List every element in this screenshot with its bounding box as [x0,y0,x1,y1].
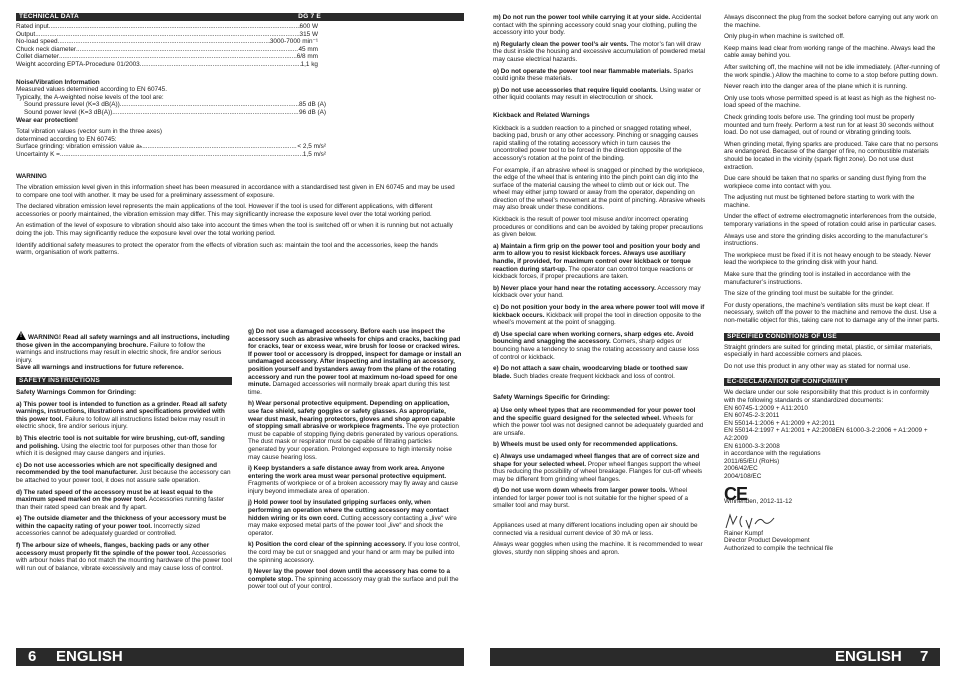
general-item: After switching off, the machine will not be idle immediately. (After-running of the work spindle.) Allow the machine to come to a stop before putting down. [724,63,940,79]
signer-title: Director Product Development [724,537,810,545]
safety-list-m-p [493,14,706,102]
warning-paragraph: An estimation of the level of exposure to vibration should also take into account the times when the tool is switched off or when it is running but not actually doing the job. This may significantly reduce the exposure level over the total working period. [16,222,453,238]
kickback-item [493,331,706,361]
safety-item [16,401,232,431]
signature [724,512,940,530]
safety-item-bold: c) Do not use accessories which are not specifically designed and recommended by the tool manufacturer. [16,461,218,477]
vibration-text: determined according to EN 60745: [16,135,117,143]
safety-item-text: Accidental contact with the spinning accessory could snag your clothing, pulling the accessory into your body. [493,14,702,37]
safety-common-title: Safety Warnings Common for Grinding: [16,388,137,396]
read-all-warning [16,331,232,372]
general-item: For dusty operations, the machine’s ventilation slits must be kept clear. If necessary, switch off the power to the machine and remove the dust. Use a non-metallic object for this, taking care not to damage any of the inner parts. [724,301,940,324]
spec-value: 3000-7000 min⁻¹ [269,38,318,46]
spec-label: Collet diameter [16,53,59,61]
goggles-note: Always wear goggles when using the machine. It is recommended to wear gloves, sturdy non slipping shoes and apron. [493,541,703,556]
safety-item-bold: k) Position the cord clear of the spinning accessory. [248,541,407,549]
spec-row [16,61,318,69]
general-item: Only use tools whose permitted speed is at least as high as the highest no-load speed of the machine. [724,94,937,110]
ec-line: 2006/42/EC [724,465,758,473]
safety-item-text: Accessories running faster than their rated speed can break and fly apart. [16,496,225,511]
sound-power-value: 96 dB (A) [299,108,326,116]
vibration-surface-row [16,143,326,151]
specific-grinding-title: Safety Warnings Specific for Grinding: [493,394,610,402]
safety-item-text: Using the electric tool for purposes other than those for which it is designed may cause dangers and injuries. [16,442,217,458]
ec-line: EN 55014-2:1997 + A1:2001 + A2:2008EN 61000-3-2:2006 + A1:2009 + A2:2009 [724,427,928,442]
read-all-bold: WARNING! Read all safety warnings and all instructions, including those given in the accompanying brochure. [16,334,230,349]
safety-item-text: Failure to follow all instructions listed below may result in electric shock, fire and/or serious injury. [16,415,226,431]
spec-value: 600 W [299,23,318,30]
specs-table [16,23,318,69]
noise-vibration-section [16,79,326,159]
safety-item-text: Sparks could ignite these materials. [493,67,694,83]
specific-item [493,487,706,510]
spec-row [16,53,318,61]
specific-item-text: Wheels for which the power tool was not designed cannot be adequately guarded and are unsafe. [493,414,704,437]
safety-item-bold: l) Never lay the power tool down until the accessory has come to a complete stop. [248,568,451,583]
place-date: Winnenden, 2012-11-12 [724,498,793,506]
safety-item-text: If you lose control, the cord may be cut or snagged and your hand or arm may be pulled into the spinning accessory. [248,541,460,564]
noise-title: Noise/Vibration Information [16,78,100,86]
safety-item [248,568,462,591]
general-safety-list [724,14,940,325]
sound-pressure-row [16,101,326,109]
safety-item-bold: i) Keep bystanders a safe distance away from work area. Anyone entering the work area must wear personal protective equipment. [248,465,447,480]
general-item: Due care should be taken that no sparks or sanding dust flying from the workpiece come into contact with you. [724,175,927,190]
rcd-note: Appliances used at many different locations including open air should be connected via a residual current device of 30 mA or less. [493,522,698,537]
kickback-list [493,243,706,381]
spec-value: 6/8 mm [296,53,318,61]
safety-item [248,400,462,461]
specific-item-bold: d) Do not use worn down wheels from larger power tools. [493,487,668,495]
spec-label: Output [16,30,36,38]
general-item: Under the effect of extreme electromagnetic interferences from the outside, temporary variations in the speed of rotation could arise in particular cases. [724,213,937,229]
left-footer [16,648,464,666]
middle-column-safety [248,328,462,595]
page-number-right: 7 [920,648,929,665]
safety-instructions-header: SAFETY INSTRUCTIONS [16,377,232,385]
kickback-paragraph: Kickback is a sudden reaction to a pinched or snagged rotating wheel, backing pad, brush or any other accessory. Pinching or snagging causes rapid stalling of the rotating accessory which in turn causes the uncontrolled power tool to be forced in the direction opposite of the accessory’s rotation at the point of the binding. [493,124,699,162]
spec-value: 315 W [299,30,318,38]
sound-power-row [16,109,326,117]
safety-item-text: Damaged accessories will normally break apart during this test time. [248,381,450,396]
signer-authorization: Authorized to compile the technical file [724,544,834,552]
safety-item-bold: g) Do not use a damaged accessory. Before each use inspect the accessory such as abrasive wheels for chips and cracks, backing pad for cracks, tear or excess wear, wire brush for loose or cracked wires. If power tool or accessory is dropped, inspect for damage or install an undamaged accessory. After inspecting and installing an accessory, position yourself and bystanders away from the plane of the rotating accessory and run the power tool at maximum no-load speed for one minute. [248,328,462,389]
general-item: Always use and store the grinding disks according to the manufacturer’s instructions. [724,232,928,248]
signature-text: R. Kumpf [724,511,729,513]
warning-triangle-icon: ! [16,331,26,340]
safety-item-bold: a) This power tool is intended to function as a grinder. Read all safety warnings, instructions, illustrations and specifications provided with this power tool. [16,400,227,423]
spec-label: Rated input [16,23,49,30]
specific-item [493,407,706,437]
specified-paragraph: Do not use this product in any other way as stated for normal use. [724,362,911,370]
general-item: Only plug-in when machine is switched off. [724,33,845,41]
safety-item-bold: o) Do not operate the power tool near flammable materials. [493,67,672,75]
ec-line: EN 55014-1:2006 + A1:2009 + A2:2011 [724,419,836,427]
kickback-item-bold: b) Never place your hand near the rotating accessory. [493,284,656,292]
specified-conditions-header: SPECIFIED CONDITIONS OF USE [724,333,940,341]
ce-mark: CE [724,483,748,504]
ec-line: EN 60745-2-3:2011 [724,412,780,420]
ec-declaration-list [724,389,940,480]
safety-item [248,499,462,537]
safety-item-text: Fragments of workpiece or of a broken accessory may fly away and cause injury beyond immediate area of operation. [248,480,458,495]
kickback-item-text: Kickback will propel the tool in direction opposite to the wheel’s movement at the point of snagging. [493,311,702,327]
safety-item [16,462,232,485]
general-item: The size of the grinding tool must be suitable for the grinder. [724,290,894,298]
safety-item [16,489,232,512]
safety-item-bold: d) The rated speed of the accessory must be at least equal to the maximum speed marked on the power tool. [16,488,213,504]
sound-pressure-label: Sound pressure level (K=3 dB(A)) [24,101,120,109]
safety-item-bold: m) Do not run the power tool while carrying it at your side. [493,14,671,21]
sound-power-label: Sound power level (K=3 dB(A)) [24,108,113,116]
right-column-2 [724,14,940,552]
signer-name: Rainer Kumpf [724,529,764,537]
vibration-text: Total vibration values (vector sum in the three axes) [16,128,162,136]
spec-row [16,38,318,46]
kickback-item-text: Such blades create frequent kickback and loss of control. [513,372,675,380]
specific-item [493,453,706,483]
safety-item [16,515,232,538]
safety-item-bold: n) Regularly clean the power tool’s air vents. [493,40,629,48]
kickback-item-text: The operator can control torque reactions or kickback forces, if proper precautions are taken. [493,265,694,281]
vibration-uncertainty-row [16,151,326,159]
safety-item [16,542,232,572]
spec-label: Chuck neck diameter [16,45,77,53]
vibration-surface-label: Surface grinding: vibration emission value aₕ [16,143,143,151]
kickback-paragraph: For example, if an abrasive wheel is snagged or pinched by the workpiece, the edge of the wheel that is entering into the pinch point can dig into the surface of the material causing the wheel to climb out or kick out. The wheel may either jump toward or away from the operator, depending on direction of the wheel’s movement at the point of pinching. Abrasive wheels may also break under these conditions. [493,166,706,212]
specific-item-bold: b) Wheels must be used only for recommended applications. [493,441,678,449]
safety-item-text: Cutting accessory contacting a „live“ wire may make exposed metal parts of the power tool „live“ and shock the operator. [248,514,457,537]
left-column-safety [16,331,232,576]
read-all-text: Failure to follow the warnings and instructions may result in electric shock, fire and/or serious injury. [16,341,222,364]
safety-item-bold: j) Hold power tool by insulated gripping surfaces only, when performing an operation where the cutting accessory may contact hidden wiring or its own cord. [248,499,449,522]
safety-item-text: The eye protection must be capable of stopping flying debris generated by various operations. The dust mask or respirator must be capable of filtrating particles generated by your operation. Prolonged exposure to high intensity noise may cause hearing loss. [248,423,459,461]
general-item: The adjusting nut must be tightened before starting to work with the machine. [724,194,915,209]
ec-line: 2004/108/EC [724,472,762,480]
general-item: Check grinding tools before use. The grinding tool must be properly mounted and turn freely. Perform a test run for at least 30 seconds without load. Do not use damaged, out of round or vibrating grinding tools. [724,113,934,137]
safety-item [248,541,462,564]
safety-list-a-f [16,401,232,573]
ec-line: in accordance with the regulations [724,450,821,458]
page-number-left: 6 [28,648,37,665]
kickback-item-text: Accessory may kickback over your hand. [493,284,701,300]
technical-data-header [16,13,464,21]
vibration-uncertainty-label: Uncertainty K = [16,150,60,158]
save-all-text: Save all warnings and instructions for future reference. [16,364,184,372]
kickback-item [493,304,706,327]
kickback-item-bold: e) Do not attach a saw chain, woodcarving blade or toothed saw blade. [493,365,688,380]
technical-data-section [16,13,464,261]
safety-item [493,41,706,64]
model-name: DG 7 E [298,13,321,20]
specific-item-bold: a) Use only wheel types that are recommended for your power tool and the specific guard designed for the selected wheel. [493,406,696,422]
right-footer [490,648,940,666]
signature-svg [724,512,784,530]
specific-item [493,441,706,449]
general-item: The workpiece must be fixed if it is not heavy enough to be steady. Never lead the workpiece to the grinding disk with your hand. [724,251,931,267]
general-item: Never reach into the danger area of the plane which it is running. [724,83,908,91]
ec-line: We declare under our sole responsibility that this product is in conformity with the following standards or standardized documents: [724,389,930,404]
warning-paragraph: The declared vibration emission level represents the main applications of the tool. However if the tool is used for different applications, with different accessories or poorly maintained, the vibration emission may differ. This may significantly increase the exposure level over the total working period. [16,203,433,218]
kickback-item-bold: c) Do not position your body in the area where power tool will move if kickback occurs. [493,304,705,319]
safety-item-bold: p) Do not use accessories that require liquid coolants. [493,86,658,94]
safety-item [16,435,232,458]
spec-row [16,46,318,54]
sound-pressure-value: 85 dB (A) [299,101,326,109]
safety-item-bold: f) The arbour size of wheels, flanges, backing pads or any other accessory must properly fit the spindle of the power tool. [16,542,210,557]
ec-line: EN 61000-3-3:2008 [724,442,780,450]
warning-section [16,173,456,257]
spec-row [16,23,318,31]
noise-text: Typically, the A-weighted noise levels of the tool are: [16,93,164,101]
general-item: Make sure that the grinding tool is installed in accordance with the manufacturer’s instructions. [724,271,911,286]
safety-item-text: Using water or other liquid coolants may result in electrocution or shock. [493,86,701,102]
ec-declaration-header: EC-DECLARATION OF CONFORMITY [724,378,940,386]
language-left: ENGLISH [56,648,123,665]
safety-item [493,14,706,37]
spec-row [16,31,318,39]
safety-item-text: The motor’s fan will draw the dust inside the housing and excessive accumulation of powdered metal may cause electrical hazards. [493,40,706,63]
safety-list-g-l [248,328,462,591]
safety-item-text: Just because the accessory can be attached to your power tool, it does not assure safe operation. [16,469,231,484]
kickback-item [493,243,706,281]
safety-item-text: Accessories with arbour holes that do not match the mounting hardware of the power tool will run out of balance, vibrate excessively and may cause loss of control. [16,549,232,572]
specific-item-text: Proper wheel flanges support the wheel thus reducing the possibility of wheel breakage. Flanges for cut-off wheels may be different from grinding wheel flanges. [493,460,703,483]
kickback-item [493,365,706,380]
kickback-item [493,285,706,300]
warning-paragraph: Identify additional safety measures to protect the operator from the effects of vibration such as: maintain the tool and the accessories, keep the hands warm, organisation of work patterns. [16,241,438,257]
safety-item-bold: e) The outside diameter and the thickness of your accessory must be within the capacity rating of your power tool. [16,515,227,530]
technical-data-title: TECHNICAL DATA [19,13,79,20]
general-item: Keep mains lead clear from working range of the machine. Always lead the cable away behind you. [724,44,936,60]
ec-line: EN 60745-1:2009 + A11:2010 [724,404,808,412]
ear-protection: Wear ear protection! [16,116,79,124]
safety-item-text: The spinning accessory may grab the surface and pull the power tool out of your control. [248,575,459,591]
general-item: Always disconnect the plug from the socket before carrying out any work on the machine. [724,14,938,29]
warning-paragraph: The vibration emission level given in this information sheet has been measured in accordance with a standardised test given in EN 60745 and may be used to compare one tool with another. It may be used for a preliminary assessment of exposure. [16,184,455,199]
specified-paragraph: Straight grinders are suited for grinding metal, plastic, or similar materials, especially in hard accessible corners and places. [724,343,933,359]
spec-label: No-load speed [16,38,58,46]
spec-value: 1,1 kg [300,60,318,68]
kickback-item-bold: d) Use special care when working corners, sharp edges etc. Avoid bouncing and snagging the accessory. [493,330,694,346]
safety-item-bold: b) This electric tool is not suitable for wire brushing, cut-off, sanding and polishing. [16,434,225,450]
safety-item [493,87,706,102]
vibration-surface-value: < 2,5 m/s² [297,143,326,151]
general-item: When grinding metal, flying sparks are produced. Take care that no persons are endangered. Because of the danger of fire, no combustible materials should be located in the vicinity (spark flight zone). Do not use dust extraction. [724,140,939,171]
safety-item [493,68,706,83]
right-column-1 [493,14,706,560]
language-right: ENGLISH [835,648,902,665]
spec-label: Weight according EPTA-Procedure 01/2003 [16,60,140,68]
safety-item [248,465,462,495]
specific-item-bold: c) Always use undamaged wheel flanges that are of correct size and shape for your selected wheel. [493,452,700,468]
kickback-item-bold: a) Maintain a firm grip on the power tool and position your body and arm to allow you to resist kickback forces. Always use auxiliary handle, if provided, for maximum control over kickback or torque reaction during start-up. [493,242,700,273]
ec-line: 2011/65/EU (RoHs) [724,457,780,465]
vibration-uncertainty-value: 1,5 m/s² [302,150,326,158]
specific-item-text: Wheel intended for larger power tool is not suitable for the higher speed of a smaller tool and may burst. [493,487,689,510]
spec-value: 45 mm [298,45,318,53]
specific-grinding-list [493,407,706,510]
noise-text: Measured values determined according to EN 60745. [16,86,167,94]
safety-item-bold: h) Wear personal protective equipment. Depending on application, use face shield, safety goggles or safety glasses. As appropriate, wear dust mask, hearing protectors, gloves and shop apron capable of stopping small abrasive or workpiece fragments. [248,400,456,431]
safety-item-text: Incorrectly sized accessories cannot be adequately guarded or controlled. [16,522,200,538]
warning-title: WARNING [16,172,47,180]
kickback-paragraph: Kickback is the result of power tool misuse and/or incorrect operating procedures or conditions and can be avoided by taking proper precautions as given below. [493,216,703,239]
kickback-item-text: Corners, sharp edges or bouncing have a tendency to snag the rotating accessory and cause loss of control or kickback. [493,338,700,361]
kickback-title: Kickback and Related Warnings [493,111,590,119]
safety-item [248,328,462,396]
